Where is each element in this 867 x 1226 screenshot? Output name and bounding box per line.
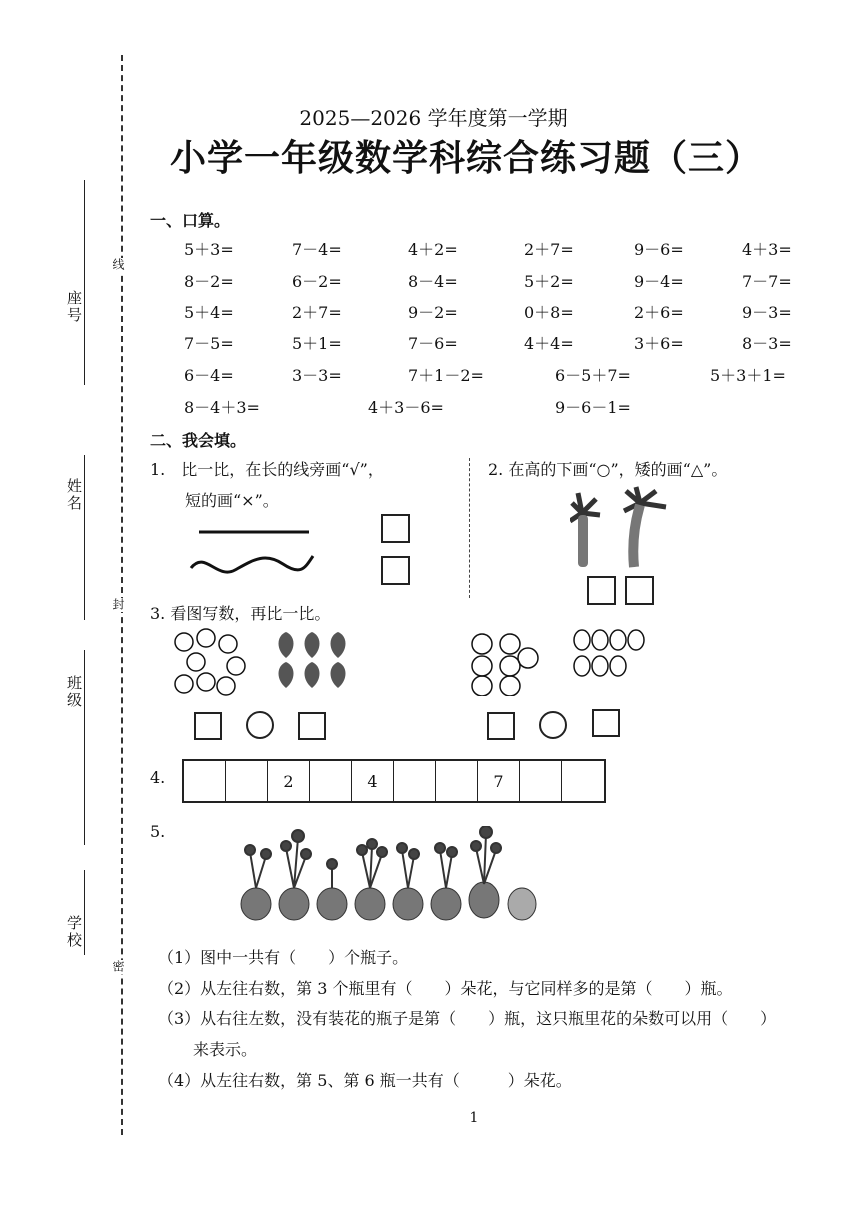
- seal-mark-line: 线: [111, 258, 125, 272]
- math-problem: 5＋2=: [524, 272, 574, 291]
- math-problem: 5＋4=: [184, 303, 234, 322]
- q2-answer-box-short[interactable]: [587, 576, 616, 605]
- math-problem: 4＋4=: [524, 334, 574, 353]
- vases-illustration: [236, 826, 546, 922]
- math-problem: 8－4=: [408, 272, 458, 291]
- seq-cell[interactable]: [436, 761, 478, 801]
- math-problem: 5＋3=: [184, 240, 234, 259]
- class-label: 班级: [65, 675, 83, 709]
- math-problem: 2＋6=: [634, 303, 684, 322]
- math-problem: 9－6=: [634, 240, 684, 259]
- math-problem: 9－6－1=: [555, 398, 631, 417]
- q3-cookies-count-box[interactable]: [487, 712, 515, 740]
- math-problem: 9－2=: [408, 303, 458, 322]
- seq-cell: 4: [352, 761, 394, 801]
- q3-apples-count-box[interactable]: [194, 712, 222, 740]
- apples-illustration: [170, 628, 250, 696]
- math-problem: 8－4＋3=: [184, 398, 260, 417]
- math-problem: 7－4=: [292, 240, 342, 259]
- math-problem: 6－4=: [184, 366, 234, 385]
- q5-item-3: （3）从右往左数，没有装花的瓶子是第（ ）瓶，这只瓶里花的朵数可以用（ ）: [158, 1009, 777, 1028]
- math-problem: 0＋8=: [524, 303, 574, 322]
- q5-label: 5.: [150, 822, 166, 841]
- term-label: 2025—2026 学年度第一学期: [299, 106, 568, 130]
- seq-cell[interactable]: [310, 761, 352, 801]
- math-problem: 7＋1－2=: [408, 366, 484, 385]
- math-problem: 4＋3=: [742, 240, 792, 259]
- q5-item-1: （1）图中一共有（ ）个瓶子。: [158, 948, 409, 967]
- seq-cell: 7: [478, 761, 520, 801]
- seq-cell[interactable]: [184, 761, 226, 801]
- q2-answer-box-tall[interactable]: [625, 576, 654, 605]
- seat-number-label: 座号: [65, 290, 83, 324]
- q3-prompt: 3. 看图写数，再比一比。: [150, 604, 331, 623]
- seq-cell: 2: [268, 761, 310, 801]
- math-problem: 8－2=: [184, 272, 234, 291]
- q1-prompt-line1: 1. 比一比，在长的线旁画“√”，: [150, 460, 384, 479]
- q3-compare-circle-left[interactable]: [246, 711, 274, 739]
- seq-cell[interactable]: [520, 761, 562, 801]
- cookies-illustration: [468, 632, 548, 696]
- math-problem: 6－2=: [292, 272, 342, 291]
- seq-cell[interactable]: [394, 761, 436, 801]
- math-problem: 2＋7=: [524, 240, 574, 259]
- tall-tree: [624, 487, 666, 567]
- math-problem: 8－3=: [742, 334, 792, 353]
- math-problem: 6－5＋7=: [555, 366, 631, 385]
- math-problem: 7－7=: [742, 272, 792, 291]
- math-problem: 4＋3－6=: [368, 398, 444, 417]
- seal-mark-secret: 密: [111, 960, 125, 974]
- q2-prompt: 2. 在高的下画“○”，矮的画“△”。: [488, 460, 728, 479]
- palm-trees-illustration: [570, 485, 675, 573]
- page-number: 1: [469, 1110, 479, 1126]
- q5-item-2: （2）从左往右数，第 3 个瓶里有（ ）朵花，与它同样多的是第（ ）瓶。: [158, 979, 733, 998]
- q-divider: [469, 458, 470, 598]
- math-problem: 5＋3＋1=: [710, 366, 786, 385]
- math-problem: 7－6=: [408, 334, 458, 353]
- q3-compare-circle-right[interactable]: [539, 711, 567, 739]
- section1-heading: 一、口算。: [150, 211, 231, 230]
- math-problem: 5＋1=: [292, 334, 342, 353]
- seq-cell[interactable]: [562, 761, 604, 801]
- math-problem: 2＋7=: [292, 303, 342, 322]
- math-problem: 3－3=: [292, 366, 342, 385]
- q3-pears-count-box[interactable]: [592, 709, 620, 737]
- name-label: 姓名: [65, 478, 83, 512]
- math-problem: 7－5=: [184, 334, 234, 353]
- wavy-line: [191, 556, 313, 572]
- strawberries-illustration: [272, 628, 352, 692]
- short-tree: [570, 493, 600, 567]
- q1-answer-box-top[interactable]: [381, 514, 410, 543]
- q3-strawberries-count-box[interactable]: [298, 712, 326, 740]
- section2-heading: 二、我会填。: [150, 431, 247, 450]
- math-problem: 9－4=: [634, 272, 684, 291]
- q4-label: 4.: [150, 768, 166, 787]
- math-problem: 9－3=: [742, 303, 792, 322]
- q4-number-sequence: [182, 759, 606, 803]
- seq-cell[interactable]: [226, 761, 268, 801]
- pears-illustration: [570, 626, 650, 682]
- seal-mark-seal: 封: [111, 598, 125, 612]
- q5-item-3-cont: 来表示。: [193, 1040, 258, 1059]
- math-problem: 4＋2=: [408, 240, 458, 259]
- margin-rule-1: [84, 180, 85, 385]
- page-title: 小学一年级数学科综合练习题（三）: [169, 137, 762, 179]
- school-label: 学校: [65, 915, 83, 949]
- q1-answer-box-bottom[interactable]: [381, 556, 410, 585]
- q5-item-4: （4）从左往右数，第 5、第 6 瓶一共有（ ）朵花。: [158, 1071, 572, 1090]
- math-problem: 3＋6=: [634, 334, 684, 353]
- q1-prompt-line2: 短的画“×”。: [185, 491, 279, 510]
- q1-lines-illustration: [185, 520, 325, 585]
